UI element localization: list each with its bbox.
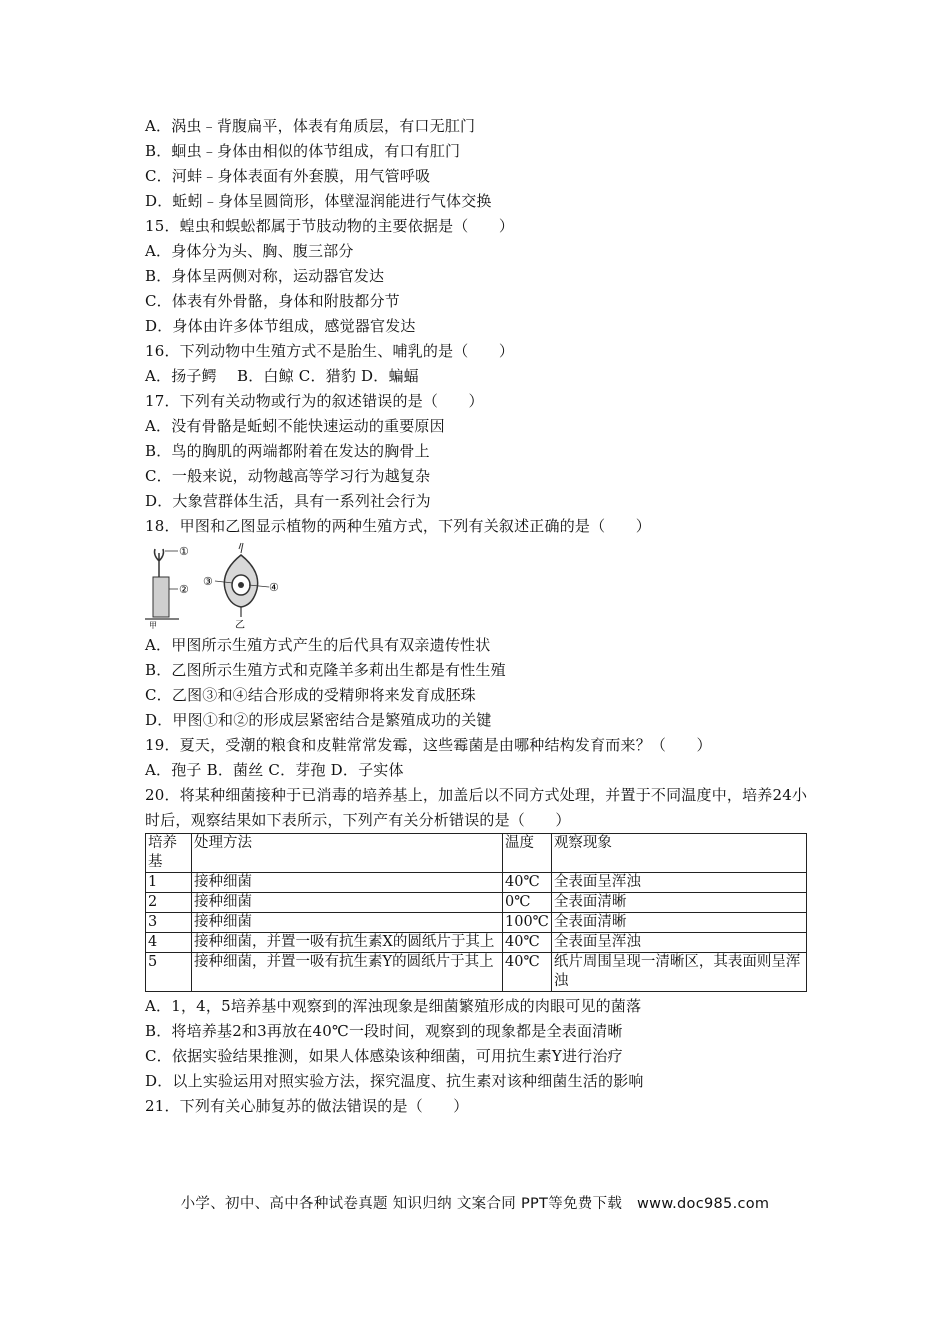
- page-body: [145, 114, 815, 1119]
- table-cell: 1: [146, 873, 192, 893]
- table-header-row: [146, 834, 807, 873]
- style: [239, 543, 243, 553]
- label-3: ③: [203, 575, 213, 588]
- table-row: [146, 933, 807, 953]
- option-line: C．乙图③和④结合形成的受精卵将来发育成胚珠: [145, 686, 476, 704]
- figure-drawing: [145, 541, 283, 629]
- table-cell: 全表面清晰: [551, 893, 806, 913]
- question-17: 17．下列有关动物或行为的叙述错误的是（ ）: [145, 392, 484, 410]
- header-cell: 观察现象: [551, 834, 806, 873]
- table-cell: 40℃: [503, 953, 552, 992]
- table-row: [146, 873, 807, 893]
- table-cell: 40℃: [503, 933, 552, 953]
- question-19: 19．夏天，受潮的粮食和皮鞋常常发霉，这些霉菌是由哪种结构发育而来？（ ）: [145, 736, 712, 754]
- table-row: [146, 893, 807, 913]
- label-1: ①: [179, 545, 189, 558]
- option-line: A．扬子鳄 B．白鲸 C．猎豹 D．蝙蝠: [145, 367, 419, 385]
- table-cell: 4: [146, 933, 192, 953]
- option-line: B．将培养基2和3再放在40℃一段时间，观察到的现象都是全表面清晰: [145, 1022, 623, 1040]
- table-cell: 全表面呈浑浊: [551, 933, 806, 953]
- option-line: A．甲图所示生殖方式产生的后代具有双亲遗传性状: [145, 636, 491, 654]
- stock-stem: [153, 577, 169, 617]
- option-line: B．鸟的胸肌的两端都附着在发达的胸骨上: [145, 442, 430, 460]
- table-cell: 接种细菌: [192, 913, 503, 933]
- table-cell: 全表面呈浑浊: [551, 873, 806, 893]
- ovule-core: [238, 582, 244, 588]
- table-cell: 全表面清晰: [551, 913, 806, 933]
- label-2: ②: [179, 583, 189, 596]
- option-line: C．河蚌﹣身体表面有外套膜，用气管呼吸: [145, 167, 431, 185]
- option-line: A．1，4，5培养基中观察到的浑浊现象是细菌繁殖形成的肉眼可见的菌落: [145, 997, 642, 1015]
- option-line: A．孢子 B．菌丝 C．芽孢 D．子实体: [145, 761, 404, 779]
- option-line: D．大象营群体生活，具有一系列社会行为: [145, 492, 431, 510]
- lines-bottom: [145, 994, 815, 1119]
- option-line: A．身体分为头、胸、腹三部分: [145, 242, 354, 260]
- table-row: [146, 953, 807, 992]
- lines-mid: [145, 633, 815, 783]
- option-line: B．身体呈两侧对称，运动器官发达: [145, 267, 385, 285]
- experiment-table: [145, 833, 807, 992]
- label-yi: 乙: [235, 620, 245, 629]
- option-line: D．身体由许多体节组成，感觉器官发达: [145, 317, 416, 335]
- question-20: 20．将某种细菌接种于已消毒的培养基上，加盖后以不同方式处理，并置于不同温度中，培养24小时后，观察结果如下表所示，下列产有关分析错误的是（ ）: [145, 786, 808, 829]
- question-21: 21．下列有关心肺复苏的做法错误的是（ ）: [145, 1097, 469, 1115]
- table-cell: 接种细菌，并置一吸有抗生素Y的圆纸片于其上: [192, 953, 503, 992]
- table-row: [146, 913, 807, 933]
- table-cell: 40℃: [503, 873, 552, 893]
- table-cell: 接种细菌: [192, 893, 503, 913]
- option-line: A．没有骨骼是蚯蚓不能快速运动的重要原因: [145, 417, 445, 435]
- plant-reproduction-figure: [145, 541, 283, 629]
- question-15: 15．蝗虫和蜈蚣都属于节肢动物的主要依据是（ ）: [145, 217, 515, 235]
- table-cell: 接种细菌: [192, 873, 503, 893]
- question-18: 18．甲图和乙图显示植物的两种生殖方式，下列有关叙述正确的是（ ）: [145, 517, 651, 535]
- option-line: A．涡虫﹣背腹扁平，体表有角质层，有口无肛门: [145, 117, 476, 135]
- header-cell: 培养基: [146, 834, 192, 873]
- option-line: D．蚯蚓﹣身体呈圆筒形，体壁湿润能进行气体交换: [145, 192, 492, 210]
- question-16: 16．下列动物中生殖方式不是胎生、哺乳的是（ ）: [145, 342, 515, 360]
- scion-branch: [155, 549, 164, 577]
- option-line: C．一般来说，动物越高等学习行为越复杂: [145, 467, 431, 485]
- table-cell: 100℃: [503, 913, 552, 933]
- lines-top: [145, 114, 815, 539]
- option-line: C．体表有外骨骼，身体和附肢都分节: [145, 292, 400, 310]
- table-cell: 接种细菌，并置一吸有抗生素X的圆纸片于其上: [192, 933, 503, 953]
- header-cell: 温度: [503, 834, 552, 873]
- page-footer: 小学、初中、高中各种试卷真题 知识归纳 文案合同 PPT等免费下载 www.doc985.com: [180, 1196, 770, 1212]
- header-cell: 处理方法: [192, 834, 503, 873]
- label-jia: 甲: [149, 621, 157, 629]
- table-cell: 5: [146, 953, 192, 992]
- label-4: ④: [269, 581, 279, 594]
- table-cell: 纸片周围呈现一清晰区，其表面则呈浑浊: [551, 953, 806, 992]
- table-cell: 3: [146, 913, 192, 933]
- table-cell: 0℃: [503, 893, 552, 913]
- option-line: D．以上实验运用对照实验方法，探究温度、抗生素对该种细菌生活的影响: [145, 1072, 644, 1090]
- option-line: B．蛔虫﹣身体由相似的体节组成，有口有肛门: [145, 142, 461, 160]
- option-line: B．乙图所示生殖方式和克隆羊多莉出生都是有性生殖: [145, 661, 506, 679]
- table-cell: 2: [146, 893, 192, 913]
- option-line: D．甲图①和②的形成层紧密结合是繁殖成功的关键: [145, 711, 492, 729]
- option-line: C．依据实验结果推测，如果人体感染该种细菌，可用抗生素Y进行治疗: [145, 1047, 623, 1065]
